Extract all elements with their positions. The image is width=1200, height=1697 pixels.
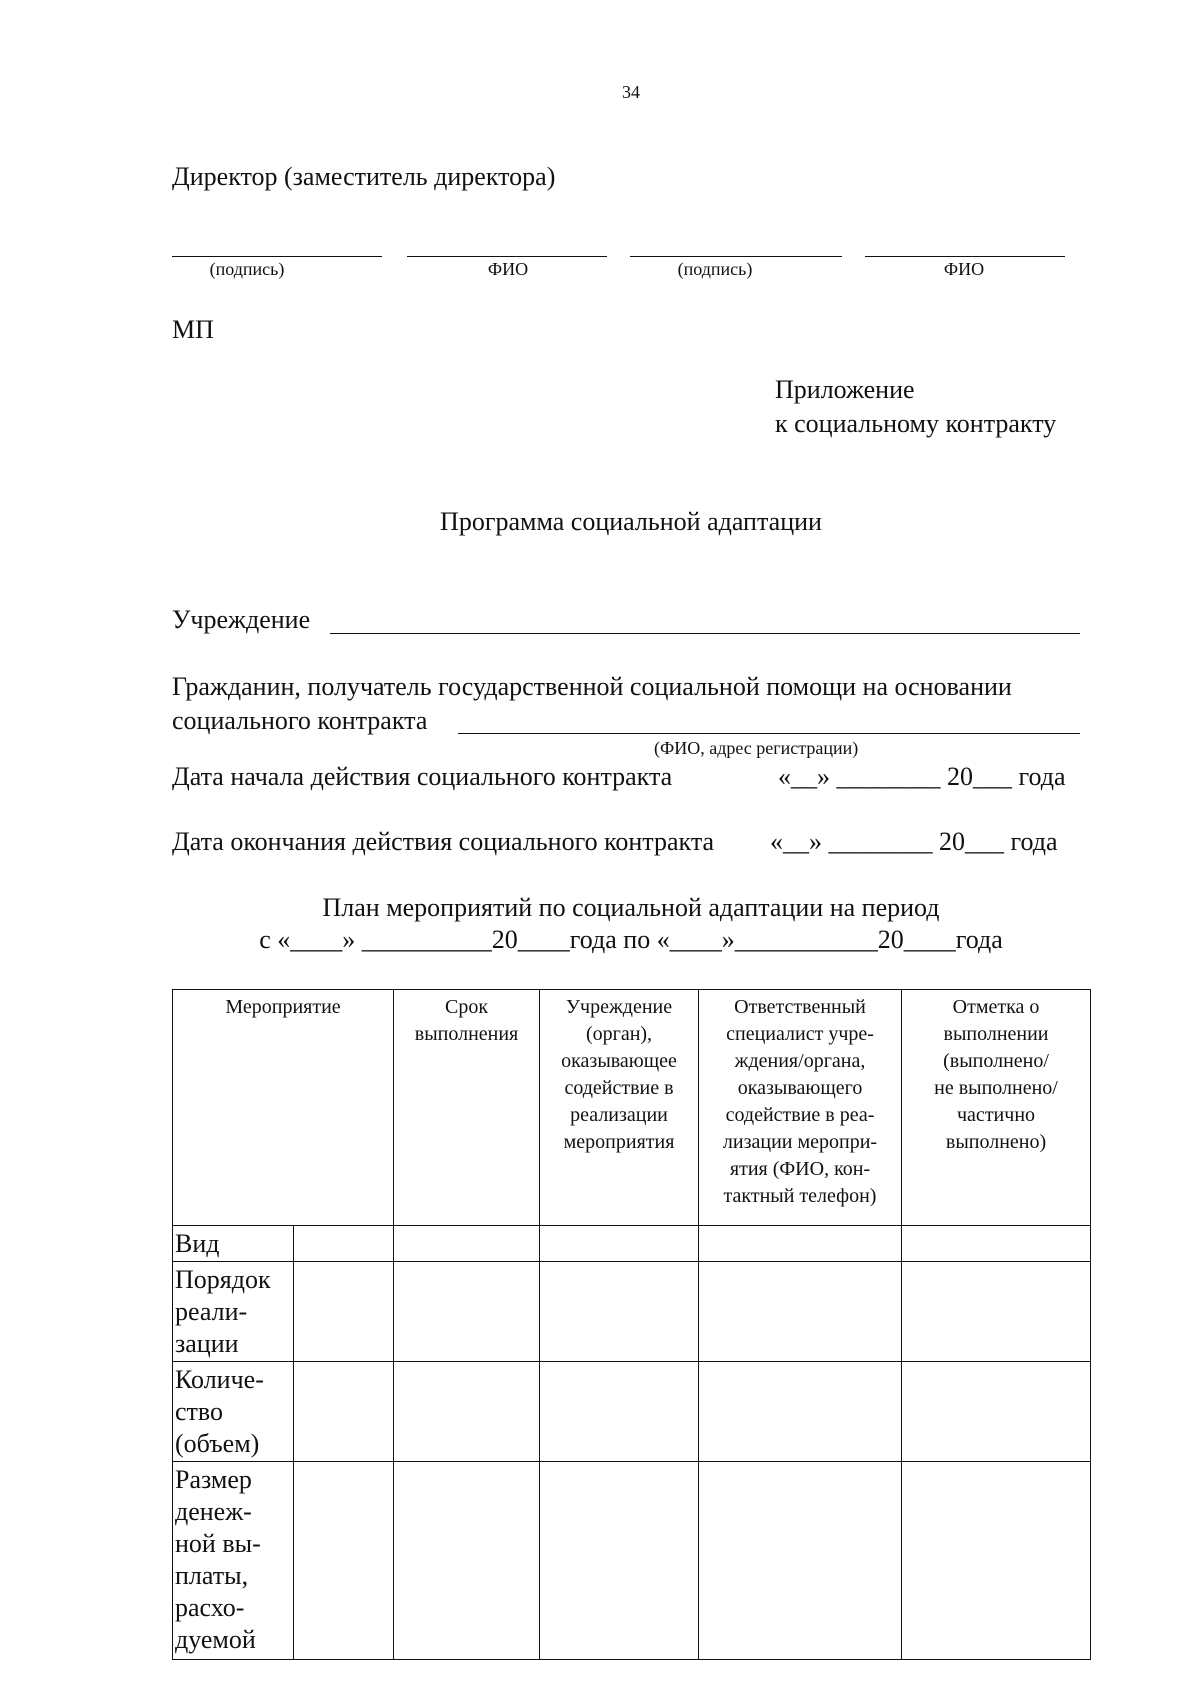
table-header-row bbox=[173, 990, 1091, 1226]
program-title: Программа социальной адаптации bbox=[440, 507, 822, 536]
page-number: 34 bbox=[622, 82, 640, 102]
end-date-label: Дата окончания действия социального контракта bbox=[172, 827, 715, 856]
stamp-label: МП bbox=[172, 315, 214, 344]
header-line: специалист учре- bbox=[726, 1023, 874, 1045]
table-row bbox=[173, 1262, 1091, 1362]
table-cell[interactable] bbox=[294, 1226, 394, 1262]
citizen-field-hint: (ФИО, адрес регистрации) bbox=[654, 738, 859, 758]
table-row bbox=[173, 1462, 1091, 1660]
plan-title: План мероприятий по социальной адаптации на период bbox=[322, 893, 940, 922]
header-line: частично bbox=[957, 1104, 1036, 1126]
appendix-line-2: к социальному контракту bbox=[775, 409, 1057, 438]
header-event-line: Мероприятие bbox=[225, 996, 341, 1018]
table-cell[interactable] bbox=[902, 1226, 1091, 1262]
row-label bbox=[173, 1362, 294, 1462]
header-line: ятия (ФИО, кон- bbox=[729, 1158, 871, 1180]
row-label-line: (объем) bbox=[175, 1429, 260, 1458]
header-line: выполнении bbox=[943, 1023, 1049, 1045]
header-event bbox=[173, 990, 394, 1226]
row-label-line: платы, bbox=[175, 1561, 249, 1590]
table-cell[interactable] bbox=[699, 1262, 902, 1362]
header-line: (выполнено/ bbox=[943, 1050, 1049, 1072]
header-line: (орган), bbox=[585, 1023, 653, 1045]
plan-table bbox=[172, 989, 1091, 1660]
signature-label-2: (подпись) bbox=[677, 259, 753, 279]
header-deadline bbox=[394, 990, 540, 1226]
header-line: оказывающее bbox=[561, 1050, 677, 1072]
row-label-line: ство bbox=[175, 1397, 224, 1426]
header-line: Ответственный bbox=[734, 996, 866, 1018]
appendix-line-1: Приложение bbox=[775, 375, 915, 404]
header-line: оказывающего bbox=[737, 1077, 863, 1099]
row-label-line: денеж- bbox=[175, 1497, 252, 1526]
table-cell[interactable] bbox=[394, 1362, 540, 1462]
table-cell[interactable] bbox=[699, 1462, 902, 1660]
table-cell[interactable] bbox=[699, 1362, 902, 1462]
table-cell[interactable] bbox=[540, 1226, 699, 1262]
start-date-label: Дата начала действия социального контракта bbox=[172, 762, 673, 791]
header-line: содействие в реа- bbox=[725, 1104, 875, 1126]
citizen-label-line1: Гражданин, получатель государственной социальной помощи на основании bbox=[172, 672, 1012, 701]
header-line: выполнено) bbox=[945, 1131, 1047, 1153]
header-line: Срок bbox=[444, 996, 489, 1018]
header-responsible bbox=[699, 990, 902, 1226]
header-line: выполнения bbox=[414, 1023, 519, 1045]
signature-title: Директор (заместитель директора) bbox=[172, 162, 556, 191]
row-label-line: Количе- bbox=[175, 1365, 264, 1394]
header-line: тактный телефон) bbox=[723, 1185, 877, 1207]
header-line: Отметка о bbox=[952, 996, 1040, 1018]
table-cell[interactable] bbox=[294, 1462, 394, 1660]
table-cell[interactable] bbox=[394, 1226, 540, 1262]
table-cell[interactable] bbox=[902, 1362, 1091, 1462]
name-line-1[interactable] bbox=[407, 256, 607, 257]
header-line: Учреждение bbox=[565, 996, 673, 1018]
table-cell[interactable] bbox=[699, 1226, 902, 1262]
table-cell[interactable] bbox=[540, 1462, 699, 1660]
table-cell[interactable] bbox=[540, 1362, 699, 1462]
signature-line-1[interactable] bbox=[172, 256, 382, 257]
institution-field[interactable] bbox=[330, 633, 1080, 634]
signature-line-2[interactable] bbox=[630, 256, 842, 257]
row-label bbox=[173, 1462, 294, 1660]
table-cell[interactable] bbox=[540, 1262, 699, 1362]
name-line-2[interactable] bbox=[865, 256, 1065, 257]
name-label-1: ФИО bbox=[487, 259, 529, 279]
header-line: реализации bbox=[570, 1104, 668, 1126]
row-label bbox=[173, 1226, 294, 1262]
header-line: мероприятия bbox=[563, 1131, 675, 1153]
row-label-line: ной вы- bbox=[175, 1529, 261, 1558]
plan-period[interactable]: с «____» __________20____года по «____»___________20____года bbox=[259, 925, 1003, 954]
header-completion-mark bbox=[902, 990, 1091, 1226]
row-label bbox=[173, 1262, 294, 1362]
end-date-field[interactable]: «__» ________ 20___ года bbox=[770, 827, 1058, 856]
row-label-line: Размер bbox=[175, 1465, 252, 1494]
row-label-line: зации bbox=[175, 1329, 239, 1358]
table-cell[interactable] bbox=[902, 1262, 1091, 1362]
header-line: ждения/органа, bbox=[734, 1050, 866, 1072]
row-label-line: Вид bbox=[175, 1229, 220, 1258]
table-cell[interactable] bbox=[294, 1262, 394, 1362]
row-label-line: реали- bbox=[175, 1297, 248, 1326]
header-institution bbox=[540, 990, 699, 1226]
name-label-2: ФИО bbox=[943, 259, 985, 279]
header-line: не выполнено/ bbox=[934, 1077, 1058, 1099]
table-cell[interactable] bbox=[394, 1462, 540, 1660]
citizen-field[interactable] bbox=[458, 733, 1080, 734]
table-cell[interactable] bbox=[294, 1362, 394, 1462]
table-cell[interactable] bbox=[902, 1462, 1091, 1660]
institution-label: Учреждение bbox=[172, 605, 311, 634]
row-label-line: Порядок bbox=[175, 1265, 271, 1294]
table-row bbox=[173, 1362, 1091, 1462]
table-row bbox=[173, 1226, 1091, 1262]
header-line: лизации меропри- bbox=[722, 1131, 878, 1153]
signature-label-1: (подпись) bbox=[209, 259, 285, 279]
header-line: содействие в bbox=[564, 1077, 674, 1099]
table-cell[interactable] bbox=[394, 1262, 540, 1362]
row-label-line: расхо- bbox=[175, 1593, 245, 1622]
citizen-label-line2: социального контракта bbox=[172, 706, 428, 735]
start-date-field[interactable]: «__» ________ 20___ года bbox=[778, 762, 1066, 791]
row-label-line: дуемой bbox=[175, 1625, 256, 1654]
